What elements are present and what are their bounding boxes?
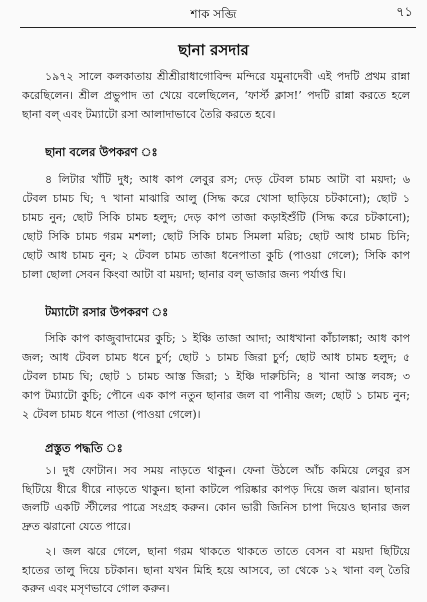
ingredient-line: টেবল চামচ ঘি; ছোট ১ চামচ আস্ত জিরা; ১ ইঞ্চি দারুচিনি; ৪ খানা আস্ত লবঙ্গ; ৩ xyxy=(22,370,410,383)
section-heading-method: প্রস্তুত পদ্ধতি ঃ xyxy=(45,441,123,455)
intro-paragraph xyxy=(22,67,410,124)
step-line: করুন এবং মসৃণভাবে গোল করুন। xyxy=(22,582,170,595)
running-title: শাক সব্জি xyxy=(190,7,237,21)
step-line: জলটি একটি স্টীলের পাত্রে সংগ্রহ করুন। কোন ভারী জিনিস চাপা দিয়েও ছানার জল xyxy=(22,501,410,514)
ingredient-line: জল; আধ টেবল চামচ ধনে চুর্ণ; ছোট ১ চামচ জিরা চুর্ণ; ছোট আধ চামচ হলুদ; ৫ xyxy=(22,351,410,364)
ingredient-line: ২ টেবল চামচ ধনে পাতা (পাওয়া গেলে)। xyxy=(22,408,201,421)
ingredient-line: কাপ টম্যাটো কুচি; পৌনে এক কাপ নতুন ছানার জল বা পানীয় জল; ছোট ১ চামচ নুন; xyxy=(22,389,410,402)
method-step-2 xyxy=(22,543,410,599)
ingredient-line: সিকি কাপ কাজুবাদামের কুচি; ১ ইঞ্চি তাজা আদা; আধখানা কাঁচালঙ্কা; আধ কাপ xyxy=(45,332,410,345)
recipe-title: ছানা রসদার xyxy=(178,41,249,59)
step-line: ২। জল ঝরে গেলে, ছানা গরম থাকতে থাকতে তাতে বেসন বা ময়দা ছিটিয়ে xyxy=(45,545,410,558)
step-line: ছিটিয়ে ধীরে ধীরে নাড়তে থাকুন। ছানা কাটলে পরিষ্কার কাপড় দিয়ে জল ঝরান। ছানার xyxy=(22,482,410,496)
intro-line: ছানা বল্ এবং টম্যাটো রসা আলাদাভাবে তৈরি করতে হবে। xyxy=(22,108,276,121)
ingredient-line: চামচ নুন; ছোট সিকি চামচ হলুদ; দেড় কাপ তাজা কড়াইশুঁটি (সিদ্ধ করে চটকানো); xyxy=(22,211,410,224)
ingredient-line: ৪ লিটার খাঁটি দুধ; আধ কাপ লেবুর রস; দেড় টেবল চামচ আটা বা ময়দা; ৬ xyxy=(45,173,410,186)
step-line: হাতের তালু দিয়ে চটকান। ছানা যখন মিহি হয়ে আসবে, তা থেকে ১২ খানা বল্ তৈরি xyxy=(22,563,410,577)
page-number: ৭১ xyxy=(396,5,413,20)
section-heading-chhana-ball-ingredients: ছানা বলের উপকরণ ঃ xyxy=(45,145,158,159)
section-heading-tomato-sauce-ingredients: টম্যাটো রসার উপকরণ ঃ xyxy=(45,305,169,319)
method-step-1 xyxy=(22,462,410,536)
ingredient-line: টেবল চামচ ঘি; ৭ খানা মাঝারি আলু (সিদ্ধ করে খোসা ছাড়িয়ে চটকানো); ছোট ১ xyxy=(22,192,410,205)
ingredient-line: ছোট আধ চামচ নুন; ২ টেবল চামচ তাজা ধনেপাতা কুচি (পাওয়া গেলে); সিকি কাপ xyxy=(22,249,410,262)
tomato-sauce-ingredients xyxy=(22,329,410,424)
ingredient-line: ছোট সিকি চামচ গরম মশলা; ছোট সিকি চামচ সিমলা মরিচ; ছোট আধ চামচ চিনি; xyxy=(22,230,410,243)
header-rule xyxy=(20,27,416,28)
chhana-ball-ingredients xyxy=(22,170,410,284)
ingredient-line: চালা ছোলা সেবন কিংবা আটা বা ময়দা; ছানার বল্ ভাজার জন্য পর্যাপ্ত ঘি। xyxy=(22,268,347,281)
step-line: ১। দুধ ফোটান। সব সময় নাড়তে থাকুন। ফেনা উঠলে আঁচ কমিয়ে লেবুর রস xyxy=(45,464,410,477)
step-line: দ্রুত ঝরানো যেতে পারে। xyxy=(22,519,131,533)
intro-line: করেছিলেন। শ্রীল প্রভুপাদ তা খেয়ে বলেছিলেন, ‘ফার্স্ট ক্লাস!’ পদটি রান্না করতে হলে xyxy=(22,89,410,102)
intro-line: ১৯৭২ সালে কলকাতায় শ্রীশ্রীরাধাগোবিন্দ মন্দিরে যমুনাদেবী এই পদটি প্রথম রান্না xyxy=(45,70,410,83)
